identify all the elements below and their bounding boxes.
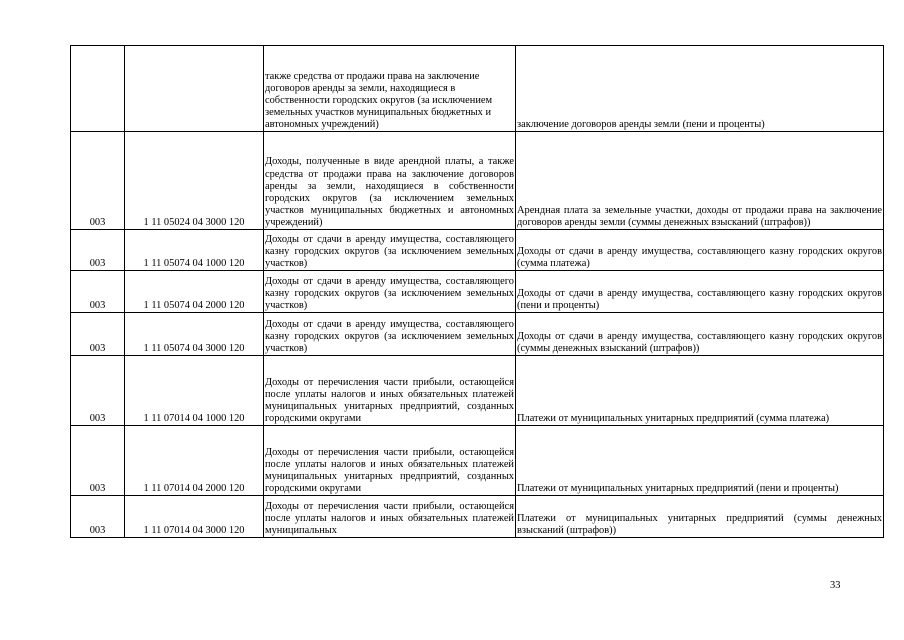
budget-code-cell: 1 11 05074 04 2000 120	[125, 271, 264, 313]
table-row	[71, 271, 884, 313]
subtype-name-cell: Доходы от сдачи в аренду имущества, составляющего казну городских округов (суммы денежных взысканий (штрафов))	[516, 313, 884, 356]
subtype-name-cell: Платежи от муниципальных унитарных предприятий (суммы денежных взысканий (штрафов))	[516, 496, 884, 538]
income-name-cell: Доходы от сдачи в аренду имущества, составляющего казну городских округов (за исключением земельных участков)	[264, 230, 516, 271]
subtype-name-cell: Платежи от муниципальных унитарных предприятий (пени и проценты)	[516, 426, 884, 496]
admin-code-cell: 003	[71, 271, 125, 313]
admin-code-cell: 003	[71, 230, 125, 271]
budget-code-cell: 1 11 05024 04 3000 120	[125, 132, 264, 230]
subtype-name-cell: Платежи от муниципальных унитарных предприятий (сумма платежа)	[516, 356, 884, 426]
budget-code-cell: 1 11 07014 04 2000 120	[125, 426, 264, 496]
table-row	[71, 46, 884, 132]
table-row	[71, 426, 884, 496]
subtype-name-cell: Доходы от сдачи в аренду имущества, составляющего казну городских округов (сумма платежа)	[516, 230, 884, 271]
income-name-cell: Доходы от перечисления части прибыли, остающейся после уплаты налогов и иных обязательных платежей муниципальных унитарных предприятий, созданных городскими округами	[264, 426, 516, 496]
income-name-cell: Доходы от сдачи в аренду имущества, составляющего казну городских округов (за исключением земельных участков)	[264, 313, 516, 356]
admin-code-cell	[71, 46, 125, 132]
subtype-name-cell: Доходы от сдачи в аренду имущества, составляющего казну городских округов (пени и проценты)	[516, 271, 884, 313]
table-row	[71, 356, 884, 426]
budget-code-cell	[125, 46, 264, 132]
budget-code-cell: 1 11 07014 04 3000 120	[125, 496, 264, 538]
budget-code-cell: 1 11 05074 04 1000 120	[125, 230, 264, 271]
budget-code-cell: 1 11 07014 04 1000 120	[125, 356, 264, 426]
admin-code-cell: 003	[71, 356, 125, 426]
table-row	[71, 132, 884, 230]
income-name-cell: Доходы от перечисления части прибыли, остающейся после уплаты налогов и иных обязательных платежей муниципальных унитарных предприятий, созданных городскими округами	[264, 356, 516, 426]
admin-code-cell: 003	[71, 313, 125, 356]
subtype-name-cell: заключение договоров аренды земли (пени и проценты)	[516, 46, 884, 132]
admin-code-cell: 003	[71, 426, 125, 496]
admin-code-cell: 003	[71, 496, 125, 538]
income-codes-table	[70, 45, 884, 538]
page-number: 33	[830, 580, 841, 591]
admin-code-cell: 003	[71, 132, 125, 230]
income-name-cell: также средства от продажи права на заключение договоров аренды за земли, находящиеся в собственности городских округов (за исключением земельных участков муниципальных бюджетных и автономных учреждений)	[264, 46, 516, 132]
income-name-cell: Доходы от перечисления части прибыли, остающейся после уплаты налогов и иных обязательных платежей муниципальных	[264, 496, 516, 538]
budget-code-cell: 1 11 05074 04 3000 120	[125, 313, 264, 356]
table-row	[71, 313, 884, 356]
income-name-cell: Доходы от сдачи в аренду имущества, составляющего казну городских округов (за исключением земельных участков)	[264, 271, 516, 313]
subtype-name-cell: Арендная плата за земельные участки, доходы от продажи права на заключение договоров аренды земли (суммы денежных взысканий (штрафов))	[516, 132, 884, 230]
table-row	[71, 230, 884, 271]
table-row	[71, 496, 884, 538]
income-name-cell: Доходы, полученные в виде арендной платы, а также средства от продажи права на заключение договоров аренды за земли, находящиеся в собственности городских округов (за исключением земельных участков муниципальных бюджетных и автономных учреждений)	[264, 132, 516, 230]
